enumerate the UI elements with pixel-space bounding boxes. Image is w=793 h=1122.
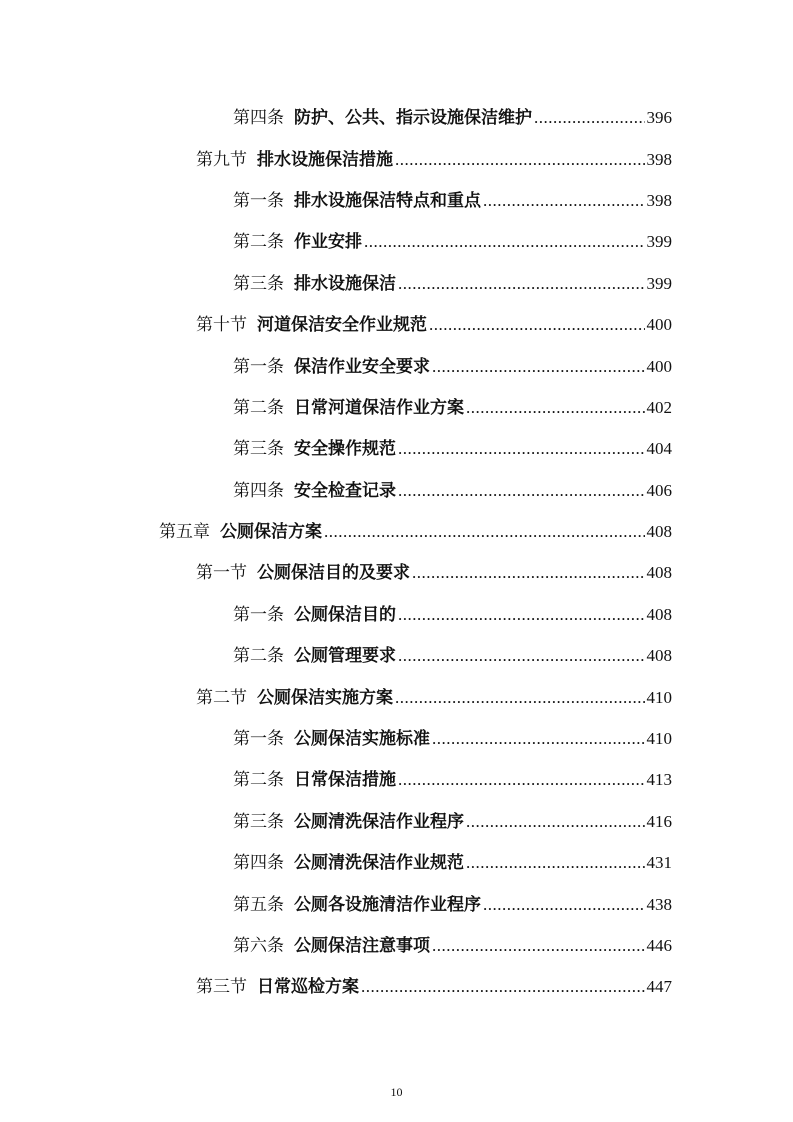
toc-entry-line <box>233 807 672 832</box>
toc-dot-leader <box>398 439 645 459</box>
toc-entry-line <box>233 434 672 459</box>
toc-entry-line <box>233 103 672 128</box>
toc-entry-label: 第四条 <box>233 853 284 874</box>
toc-entry-title: 安全操作规范 <box>294 439 396 460</box>
toc-entry-title: 公厕各设施清洁作业程序 <box>294 894 481 915</box>
toc-entry-label: 第五章 <box>159 522 210 543</box>
toc-entry-line <box>233 765 672 790</box>
toc-entry[interactable] <box>0 923 793 964</box>
toc-entry-title: 公厕保洁方案 <box>220 522 322 543</box>
toc-entry-label: 第二条 <box>233 770 284 791</box>
toc-entry[interactable] <box>0 343 793 384</box>
toc-entry-page: 396 <box>646 108 672 128</box>
toc-entry-label: 第三节 <box>196 977 247 998</box>
toc-entry-label: 第一条 <box>233 190 284 211</box>
toc-entry-label: 第二条 <box>233 397 284 418</box>
toc-entry-label: 第五条 <box>233 894 284 915</box>
toc-entry-label: 第二条 <box>233 232 284 253</box>
toc-dot-leader <box>432 357 645 377</box>
toc-entry-label: 第十节 <box>196 315 247 336</box>
toc-entry-title: 日常保洁措施 <box>294 770 396 791</box>
toc-entry-title: 排水设施保洁 <box>294 273 396 294</box>
toc-entry-line <box>233 890 672 915</box>
toc-entry-line <box>233 227 672 252</box>
toc-entry-label: 第四条 <box>233 108 284 129</box>
toc-entry-page: 410 <box>646 687 672 707</box>
toc-entry-label: 第三条 <box>233 811 284 832</box>
toc-entry-page: 416 <box>646 811 672 831</box>
toc-entry-page: 447 <box>646 977 672 997</box>
toc-dot-leader <box>429 315 645 335</box>
toc-entry[interactable] <box>0 261 793 302</box>
toc-entry-title: 防护、公共、指示设施保洁维护 <box>294 108 532 129</box>
toc-entry-line <box>196 145 672 170</box>
toc-entry-line <box>233 600 672 625</box>
toc-entry-line <box>159 517 672 542</box>
toc-dot-leader <box>398 605 645 625</box>
toc-entry-label: 第一条 <box>233 729 284 750</box>
toc-entry-title: 公厕管理要求 <box>294 646 396 667</box>
toc-entry-title: 日常巡检方案 <box>257 977 359 998</box>
toc-entry-line <box>233 352 672 377</box>
toc-dot-leader <box>483 895 645 915</box>
toc-entry[interactable] <box>0 799 793 840</box>
toc-entry-title: 安全检查记录 <box>294 480 396 501</box>
toc-entry-page: 408 <box>646 563 672 583</box>
toc-dot-leader <box>324 522 645 542</box>
toc-entry[interactable] <box>0 592 793 633</box>
toc-entry[interactable] <box>0 633 793 674</box>
toc-entry[interactable] <box>0 674 793 715</box>
toc-entry-page: 404 <box>646 439 672 459</box>
toc-entry-page: 399 <box>646 273 672 293</box>
toc-entry-line <box>196 558 672 583</box>
toc-entry-label: 第二节 <box>196 687 247 708</box>
toc-entry[interactable] <box>0 468 793 509</box>
toc-dot-leader <box>466 398 645 418</box>
toc-entry[interactable] <box>0 385 793 426</box>
toc-dot-leader <box>398 274 645 294</box>
toc-entry[interactable] <box>0 716 793 757</box>
toc-entry-title: 排水设施保洁特点和重点 <box>294 190 481 211</box>
toc-entry-page: 408 <box>646 522 672 542</box>
toc-entry-page: 438 <box>646 894 672 914</box>
toc-entry-label: 第一节 <box>196 563 247 584</box>
toc-entry-label: 第四条 <box>233 480 284 501</box>
toc-entry-line <box>233 641 672 666</box>
toc-entry[interactable] <box>0 178 793 219</box>
toc-entry[interactable] <box>0 95 793 136</box>
toc-entry-title: 公厕保洁目的及要求 <box>257 563 410 584</box>
toc-dot-leader <box>398 646 645 666</box>
toc-entry-line <box>233 269 672 294</box>
toc-entry-title: 作业安排 <box>294 232 362 253</box>
toc-dot-leader <box>398 770 645 790</box>
toc-entry-title: 公厕保洁实施标准 <box>294 729 430 750</box>
toc-dot-leader <box>534 108 645 128</box>
toc-dot-leader <box>395 688 645 708</box>
toc-entry-title: 河道保洁安全作业规范 <box>257 315 427 336</box>
toc-entry-page: 406 <box>646 480 672 500</box>
toc-dot-leader <box>483 191 645 211</box>
toc-entry-line <box>233 848 672 873</box>
toc-entry-page: 399 <box>646 232 672 252</box>
toc-dot-leader <box>432 936 645 956</box>
toc-entry-title: 公厕清洗保洁作业程序 <box>294 811 464 832</box>
toc-entry[interactable] <box>0 509 793 550</box>
toc-entry-title: 公厕保洁实施方案 <box>257 687 393 708</box>
toc-entry-label: 第九节 <box>196 149 247 170</box>
table-of-contents <box>0 95 793 1006</box>
toc-entry[interactable] <box>0 757 793 798</box>
toc-entry-page: 413 <box>646 770 672 790</box>
toc-entry-label: 第一条 <box>233 356 284 377</box>
toc-entry-line <box>233 476 672 501</box>
toc-entry-line <box>196 683 672 708</box>
toc-dot-leader <box>466 853 645 873</box>
toc-entry-page: 402 <box>646 397 672 417</box>
toc-entry[interactable] <box>0 964 793 1005</box>
toc-entry[interactable] <box>0 840 793 881</box>
toc-entry-label: 第六条 <box>233 936 284 956</box>
toc-entry-label: 第一条 <box>233 604 284 625</box>
toc-entry-title: 公厕保洁注意事项 <box>294 936 430 956</box>
toc-entry-label: 第三条 <box>233 273 284 294</box>
toc-entry-title: 排水设施保洁措施 <box>257 149 393 170</box>
toc-entry-line <box>233 393 672 418</box>
toc-entry-page: 408 <box>646 604 672 624</box>
toc-entry-title: 公厕清洗保洁作业规范 <box>294 853 464 874</box>
toc-entry-title: 保洁作业安全要求 <box>294 356 430 377</box>
toc-entry-title: 日常河道保洁作业方案 <box>294 397 464 418</box>
toc-entry-line <box>196 310 672 335</box>
toc-dot-leader <box>432 729 645 749</box>
toc-dot-leader <box>361 977 645 997</box>
toc-entry[interactable] <box>0 426 793 467</box>
toc-entry-page: 400 <box>646 315 672 335</box>
toc-entry-line <box>233 931 672 956</box>
toc-entry-page: 400 <box>646 356 672 376</box>
toc-entry[interactable] <box>0 881 793 922</box>
toc-entry-line <box>196 972 672 997</box>
toc-entry-page: 398 <box>646 190 672 210</box>
toc-entry[interactable] <box>0 302 793 343</box>
toc-entry-title: 公厕保洁目的 <box>294 604 396 625</box>
toc-entry-label: 第三条 <box>233 439 284 460</box>
toc-entry[interactable] <box>0 550 793 591</box>
toc-entry-page: 398 <box>646 149 672 169</box>
toc-dot-leader <box>466 812 645 832</box>
toc-entry-label: 第二条 <box>233 646 284 667</box>
toc-dot-leader <box>412 563 645 583</box>
toc-entry-page: 410 <box>646 729 672 749</box>
page-number: 10 <box>390 1085 403 1099</box>
toc-entry[interactable] <box>0 219 793 260</box>
toc-entry-page: 446 <box>646 936 672 955</box>
toc-dot-leader <box>398 481 645 501</box>
toc-entry-line <box>233 724 672 749</box>
toc-dot-leader <box>395 150 645 170</box>
toc-entry-line <box>233 186 672 211</box>
toc-entry-page: 431 <box>646 853 672 873</box>
toc-entry-page: 408 <box>646 646 672 666</box>
toc-dot-leader <box>364 232 645 252</box>
toc-entry[interactable] <box>0 136 793 177</box>
